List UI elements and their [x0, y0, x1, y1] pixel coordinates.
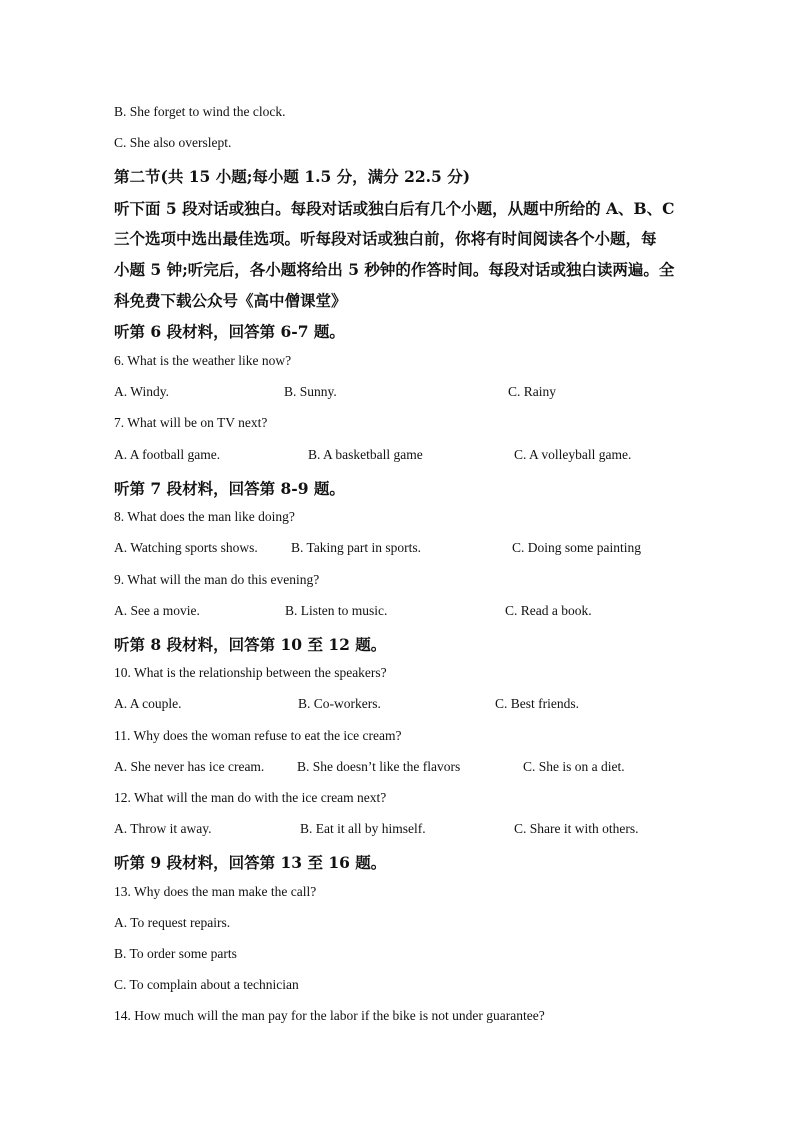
option-b: B. She doesn’t like the flavors	[297, 759, 461, 774]
question-9: 9. What will the man do this evening?	[114, 572, 320, 587]
question-14: 14. How much will the man pay for the labor if the bike is not under guarantee?	[114, 1008, 545, 1023]
question-13-option-b: B. To order some parts	[114, 946, 237, 961]
option-c: C. Read a book.	[505, 603, 592, 618]
option-a: A. A couple.	[114, 696, 182, 711]
instructions-line-2: 三个选项中选出最佳选项。听每段对话或独白前，你将有时间阅读各个小题，每	[114, 229, 657, 248]
option-a: A. Watching sports shows.	[114, 540, 258, 555]
option-a: A. Windy.	[114, 384, 169, 399]
option-c-prev: C. She also overslept.	[114, 135, 232, 150]
question-10-options	[114, 696, 714, 714]
option-a: A. See a movie.	[114, 603, 200, 618]
option-c: C. Best friends.	[495, 696, 579, 711]
option-b: B. A basketball game	[308, 447, 423, 462]
question-12: 12. What will the man do with the ice cream next?	[114, 790, 387, 805]
group-6-heading: 听第 6 段材料，回答第 6-7 题。	[114, 322, 345, 341]
option-b: B. Sunny.	[284, 384, 337, 399]
instructions-line-4: 科免费下载公众号《高中僧课堂》	[114, 291, 347, 310]
question-6-options	[114, 384, 714, 402]
section-heading: 第二节(共 15 小题;每小题 1.5 分，满分 22.5 分)	[114, 167, 471, 186]
option-a: A. A football game.	[114, 447, 221, 462]
option-b: B. Listen to music.	[285, 603, 388, 618]
option-c: C. A volleyball game.	[514, 447, 632, 462]
option-c: C. She is on a diet.	[523, 759, 625, 774]
option-c: C. Doing some painting	[512, 540, 641, 555]
group-8-heading: 听第 8 段材料，回答第 10 至 12 题。	[114, 635, 387, 654]
question-13: 13. Why does the man make the call?	[114, 884, 317, 899]
option-a: A. Throw it away.	[114, 821, 212, 836]
question-9-options	[114, 603, 714, 621]
question-12-options	[114, 821, 714, 839]
question-6: 6. What is the weather like now?	[114, 353, 292, 368]
instructions-line-1: 听下面 5 段对话或独白。每段对话或独白后有几个小题，从题中所给的 A、B、C	[114, 199, 675, 218]
option-b: B. Co-workers.	[298, 696, 381, 711]
question-7: 7. What will be on TV next?	[114, 415, 268, 430]
question-11-options	[114, 759, 714, 777]
question-11: 11. Why does the woman refuse to eat the ice cream?	[114, 728, 402, 743]
option-b: B. Taking part in sports.	[291, 540, 422, 555]
instructions-line-3: 小题 5 钟;听完后，各小题将给出 5 秒钟的作答时间。每段对话或独白读两遍。全	[114, 260, 675, 279]
question-7-options	[114, 447, 714, 465]
question-13-option-a: A. To request repairs.	[114, 915, 231, 930]
group-7-heading: 听第 7 段材料，回答第 8-9 题。	[114, 479, 345, 498]
option-c: C. Rainy	[508, 384, 557, 399]
group-9-heading: 听第 9 段材料，回答第 13 至 16 题。	[114, 853, 387, 872]
option-b-prev: B. She forget to wind the clock.	[114, 104, 286, 119]
question-10: 10. What is the relationship between the speakers?	[114, 665, 387, 680]
question-13-option-c: C. To complain about a technician	[114, 977, 299, 992]
option-b: B. Eat it all by himself.	[300, 821, 426, 836]
option-c: C. Share it with others.	[514, 821, 639, 836]
question-8: 8. What does the man like doing?	[114, 509, 295, 524]
option-a: A. She never has ice cream.	[114, 759, 265, 774]
question-8-options	[114, 540, 714, 558]
